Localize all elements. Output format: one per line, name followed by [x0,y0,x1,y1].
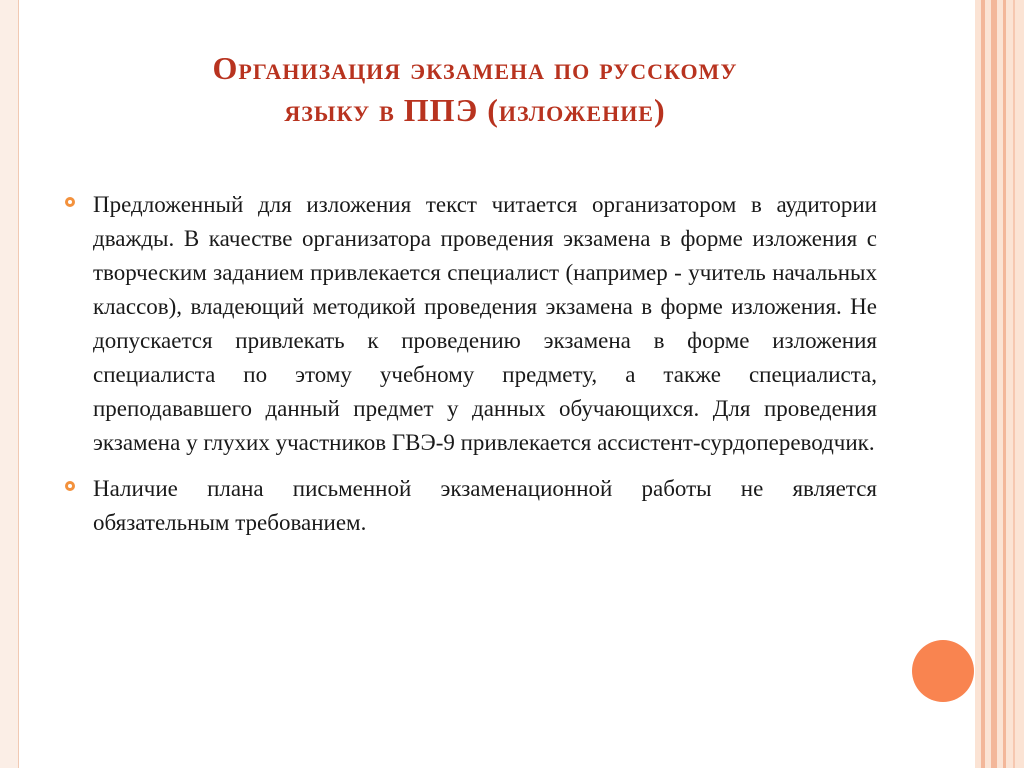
bullet-item [65,188,877,460]
bullet-text: Наличие плана письменной экзаменационной работы не является обязательным требованием. [93,476,877,535]
decorative-stripes [975,0,1024,768]
slide-content [65,188,877,552]
stripe [1003,0,1006,768]
bullet-item [65,472,877,540]
ring-bullet-icon [65,481,75,491]
stripe [1013,0,1015,768]
slide-title [80,47,870,131]
decorative-circle [912,640,974,702]
title-line-1: Организация экзамена по русскому [212,50,738,86]
stripe [991,0,997,768]
ring-bullet-icon [65,197,75,207]
bullet-text: Предложенный для изложения текст читается организатором в аудитории дважды. В качестве организатора проведения экзамена в форме изложения с творческим заданием привлекается специалист (например - учитель начальных классов), владеющий методикой проведения экзамена в форме изложения. Не допускается привлекать к проведению экзамена в форме изложения специалиста по этому учебному предмету, а также специалиста, преподававшего данный предмет у данных обучающихся. Для проведения экзамена у глухих участников ГВЭ-9 привлекается ассистент-сурдопереводчик. [93,192,877,455]
stripe [981,0,985,768]
title-line-2: языку в ППЭ (изложение) [284,92,666,128]
